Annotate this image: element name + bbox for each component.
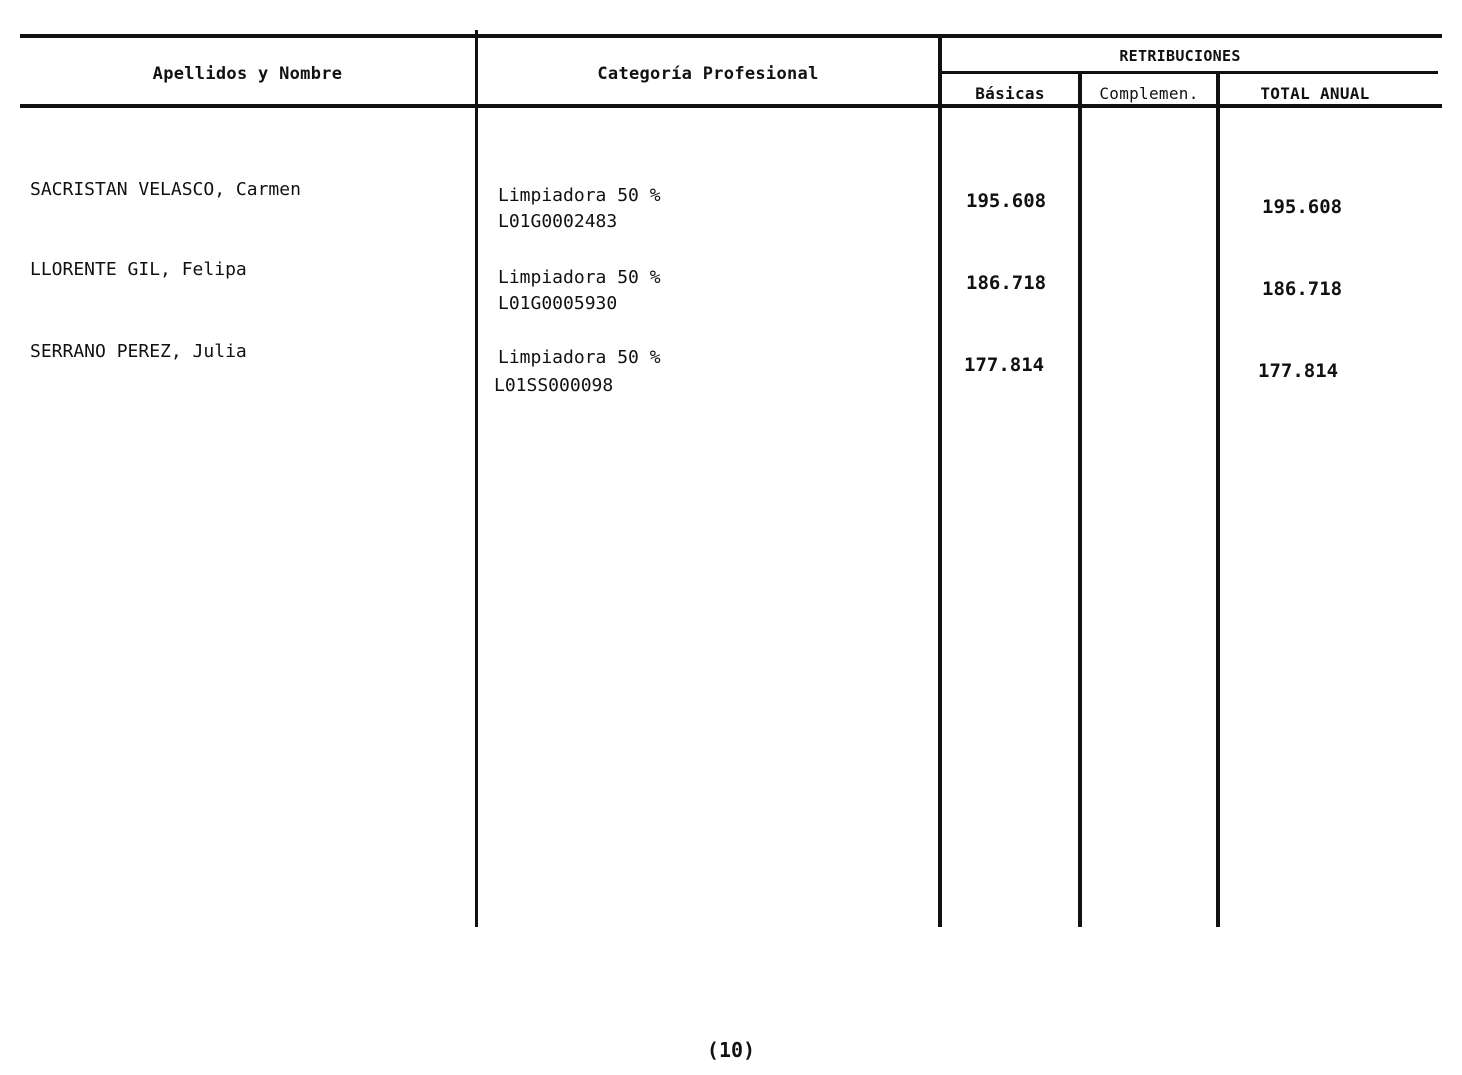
header-bottom-rule bbox=[20, 104, 1442, 108]
row-3-total: 177.814 bbox=[1258, 360, 1339, 382]
column-header-category: Categoría Profesional bbox=[597, 64, 819, 84]
divider-category-basicas bbox=[938, 34, 942, 927]
row-2-category: Limpiadora 50 % bbox=[498, 267, 661, 288]
retribuciones-rule bbox=[940, 71, 1438, 74]
divider-name-category bbox=[475, 30, 478, 927]
top-rule bbox=[20, 34, 1442, 38]
page-number: (10) bbox=[706, 1038, 756, 1062]
column-header-total: TOTAL ANUAL bbox=[1260, 84, 1370, 103]
row-1-code: L01G0002483 bbox=[498, 211, 618, 232]
group-header-retribuciones: RETRIBUCIONES bbox=[1119, 47, 1241, 65]
row-3-name: SERRANO PEREZ, Julia bbox=[30, 341, 247, 362]
row-2-name: LLORENTE GIL, Felipa bbox=[30, 259, 247, 280]
divider-basicas-complemen bbox=[1078, 72, 1082, 927]
row-1-basicas: 195.608 bbox=[966, 190, 1047, 212]
column-header-complemen: Complemen. bbox=[1099, 84, 1199, 103]
divider-complemen-total bbox=[1216, 72, 1220, 927]
row-2-total: 186.718 bbox=[1262, 278, 1343, 300]
row-2-basicas: 186.718 bbox=[966, 272, 1047, 294]
row-2-code: L01G0005930 bbox=[498, 293, 618, 314]
column-header-name: Apellidos y Nombre bbox=[152, 64, 343, 84]
row-1-total: 195.608 bbox=[1262, 196, 1343, 218]
row-1-name: SACRISTAN VELASCO, Carmen bbox=[30, 179, 301, 200]
column-header-basicas: Básicas bbox=[975, 84, 1045, 103]
row-3-code: L01SS000098 bbox=[494, 375, 614, 396]
row-3-basicas: 177.814 bbox=[964, 354, 1045, 376]
row-3-category: Limpiadora 50 % bbox=[498, 347, 661, 368]
row-1-category: Limpiadora 50 % bbox=[498, 185, 661, 206]
